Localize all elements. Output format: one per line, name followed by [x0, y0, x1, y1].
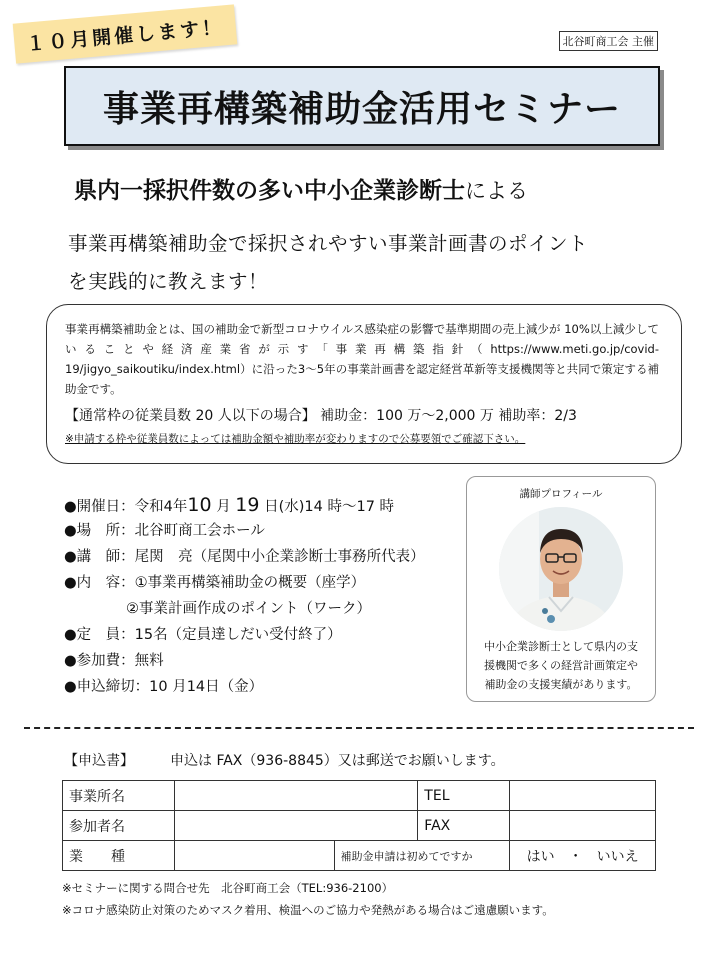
- detail-date: [64, 492, 425, 518]
- profile-text-line-3: 補助金の支援実績があります。: [484, 678, 638, 691]
- company-label: 事業所名: [63, 781, 175, 811]
- cut-line-divider: [24, 727, 694, 729]
- detail-content-1: ●内 容：①事業再構築補助金の概要（座学）: [64, 575, 366, 591]
- profile-text-line-2: 援機関で多くの経営計画策定や: [484, 659, 638, 672]
- date-month-unit: 月: [216, 499, 231, 515]
- date-prefix: ●開催日：令和4年: [64, 499, 188, 515]
- lecturer-photo: [499, 507, 623, 631]
- form-row-company: [63, 781, 656, 811]
- description-line-1: 事業再構築補助金で採択されやすい事業計画書のポイント: [68, 232, 589, 255]
- info-condition: 【通常枠の従業員数 20 人以下の場合】 補助金：100 万～2,000 万 補助率：2/3: [65, 408, 577, 424]
- lead-heading: [74, 172, 528, 205]
- page-title: [64, 66, 660, 146]
- info-box: [46, 304, 682, 464]
- description-line-2: を実践的に教えます！: [68, 270, 269, 293]
- date-rest: 日(水)14 時～17 時: [264, 499, 395, 515]
- industry-input[interactable]: [174, 841, 334, 871]
- contact-note: ※セミナーに関する問合せ先 北谷町商工会（TEL:936-2100）: [62, 881, 394, 895]
- title-text: 事業再構築補助金活用セミナー: [102, 88, 621, 130]
- info-paragraph: 事業再構築補助金とは、国の補助金で新型コロナウイルス感染症の影響で基準期間の売上減少が 10%以上減少していることや経済産業省が示す「事業再構築指針（https://www.meti.go.jp/covid-19/jigyo_saikoutiku/index.html）に沿った3～5年の事業計画書を認定経営革新等支援機関等と共同で策定する補助金です。: [65, 322, 659, 396]
- organizer-label: 北谷町商工会 主催: [559, 31, 659, 51]
- detail-lecturer: ●講 師：尾関 亮（尾関中小企業診断士事務所代表）: [64, 549, 425, 565]
- lead-highlight: 県内一採択件数の多い中小企業診断士: [74, 178, 465, 204]
- lecturer-profile: [466, 476, 656, 702]
- sticky-note-text: １０月開催します！: [25, 15, 225, 56]
- info-note: ※申請する枠や従業員数によっては補助金額や補助率が変わりますので公募要領でご確認下さい。: [65, 433, 526, 445]
- application-header: [64, 750, 505, 770]
- event-details: [64, 492, 425, 700]
- detail-content-2: ②事業計画作成のポイント（ワーク）: [126, 601, 371, 617]
- lead-suffix: による: [465, 179, 528, 203]
- detail-capacity: ●定 員：15名（定員達しだい受付終了）: [64, 627, 342, 643]
- industry-label: 業 種: [63, 841, 175, 871]
- application-label: 【申込書】: [64, 753, 134, 769]
- covid-note: ※コロナ感染防止対策のためマスク着用、検温へのご協力や発熱がある場合はご遠慮願います。: [62, 903, 554, 917]
- application-form: [62, 780, 656, 871]
- profile-title: 講師プロフィール: [519, 488, 603, 500]
- profile-text-line-1: 中小企業診断士として県内の支: [484, 640, 638, 653]
- fax-label: FAX: [418, 811, 510, 841]
- profile-text: [467, 637, 655, 694]
- tel-label: TEL: [418, 781, 510, 811]
- date-day: 19: [235, 494, 260, 516]
- first-time-options[interactable]: はい ・ いいえ: [510, 841, 656, 871]
- participant-input[interactable]: [174, 811, 417, 841]
- form-row-industry: [63, 841, 656, 871]
- form-row-participant: [63, 811, 656, 841]
- participant-label: 参加者名: [63, 811, 175, 841]
- company-input[interactable]: [174, 781, 417, 811]
- tel-input[interactable]: [510, 781, 656, 811]
- date-month: 10: [187, 494, 212, 516]
- application-instruction: 申込は FAX（936-8845）又は郵送でお願いします。: [170, 753, 505, 769]
- first-time-question: 補助金申請は初めてですか: [334, 841, 510, 871]
- detail-deadline: ●申込締切：10 月14日（金）: [64, 679, 264, 695]
- fax-input[interactable]: [510, 811, 656, 841]
- detail-venue: ●場 所：北谷町商工会ホール: [64, 523, 265, 539]
- sticky-note-banner: [13, 4, 238, 63]
- detail-fee: ●参加費：無料: [64, 653, 164, 669]
